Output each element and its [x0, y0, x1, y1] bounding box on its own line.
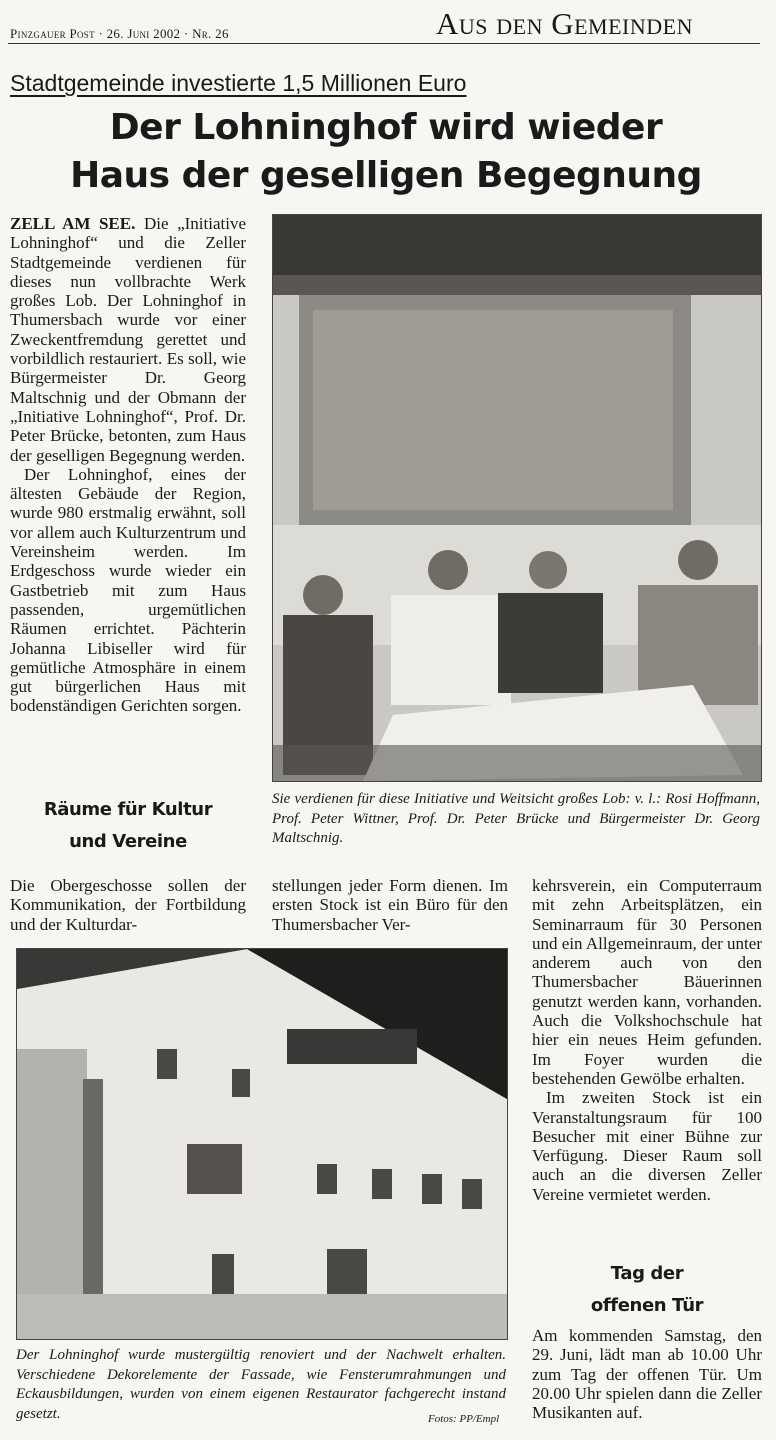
photo-credit: Fotos: PP/Empl: [428, 1413, 500, 1425]
subhead-kultur: Räume für Kultur und Vereine: [43, 799, 213, 852]
building-photo-image: [17, 949, 507, 1339]
dateline: ZELL AM SEE.: [10, 214, 136, 233]
article-headline: [10, 104, 762, 200]
article-kicker: Stadtgemeinde investierte 1,5 Millionen Euro: [10, 70, 467, 96]
column-right-bottom: [532, 1326, 762, 1422]
column-right: [532, 876, 762, 1204]
column-left-top: [10, 214, 246, 716]
paragraph-1: ZELL AM SEE. Die „Initiative Lohninghof“ und die Zeller Stadtgemeinde verdienen für dieses nun vollbrachte Werk großes Lob. Der Lohninghof in Thumersbach wurde vor einer Zweckentfremdung gerettet und vorbildlich restauriert. Es soll, wie Bürgermeister Dr. Georg Maltschnig und der Obmann der „Initiative Lohninghof“, Prof. Dr. Peter Brücke, betonten, zum Haus der geselligen Begegnung werden.: [10, 214, 246, 465]
headline-line-2: Haus der geselligen Begegnung: [70, 155, 702, 196]
paragraph-2: Der Lohninghof, eines der ältesten Gebäude der Region, wurde 980 erstmalig erwähnt, soll vor allem auch Kulturzentrum und Vereinsheim werden. Im Erdgeschoss wurde wieder ein Gastbetrieb mit zum Haus passenden, urgemütlichen Räumen errichtet. Pächterin Johanna Libiseller wird für gemütliche Atmosphäre in einem gut bürgerlichen Haus mit bodenständigen Gerichten sorgen.: [10, 464, 246, 716]
caption-building-photo: Der Lohninghof wurde mustergültig renoviert und der Nachwelt erhalten. Verschiedene Dekorelemente der Fassade, wie Fensterumrahmungen und Eckausbildungen, wurden von einem eigenen Restaurator fachgerecht instand gesetzt.: [16, 1347, 506, 1422]
column-left-bottom: [10, 876, 246, 934]
subhead-offene-tuer: Tag der offenen Tür: [590, 1263, 704, 1316]
masthead-rule: [8, 43, 760, 44]
photo-building: [16, 948, 508, 1340]
paragraph-3-continued-2: kehrsverein, ein Computerraum mit zehn Arbeitsplätzen, ein Seminarraum für 30 Personen und ein Allgemeinraum, der unter anderem auch von den Thumersbacher Bäuerinnen genutzt werden kann, vorhanden. Auch die Volkshochschule hat hier ein neues Heim gefunden. Im Foyer wurden die bestehenden Gewölbe erhalten.: [532, 876, 762, 1088]
photo-group: [272, 214, 762, 782]
headline-line-1: Der Lohninghof wird wieder: [109, 107, 663, 148]
section-title: Aus den Gemeinden: [436, 6, 693, 41]
paragraph-3-continued: stellungen jeder Form dienen. Im ersten Stock ist ein Büro für den Thumersbacher Ver-: [272, 876, 508, 934]
group-photo-image: [273, 215, 761, 781]
paragraph-4: Im zweiten Stock ist ein Veranstaltungsraum für 100 Besucher mit einer Bühne zur Verfügung. Dieser Raum soll auch an die diversen Zeller Vereine vermietet werden.: [532, 1088, 762, 1204]
paragraph-3: Die Obergeschosse sollen der Kommunikation, der Fortbildung und der Kulturdar-: [10, 876, 246, 934]
masthead-issue: Pinzgauer Post · 26. Juni 2002 · Nr. 26: [10, 26, 229, 41]
column-middle: [272, 876, 508, 934]
paragraph-5: Am kommenden Samstag, den 29. Juni, lädt man ab 10.00 Uhr zum Tag der offenen Tür. Um 20.00 Uhr spielen dann die Zeller Musikanten auf.: [532, 1326, 762, 1423]
caption-group-photo: Sie verdienen für diese Initiative und Weitsicht großes Lob: v. l.: Rosi Hoffmann, Prof. Peter Wittner, Prof. Dr. Peter Brücke und Bürgermeister Dr. Georg Maltschnig.: [272, 791, 760, 846]
